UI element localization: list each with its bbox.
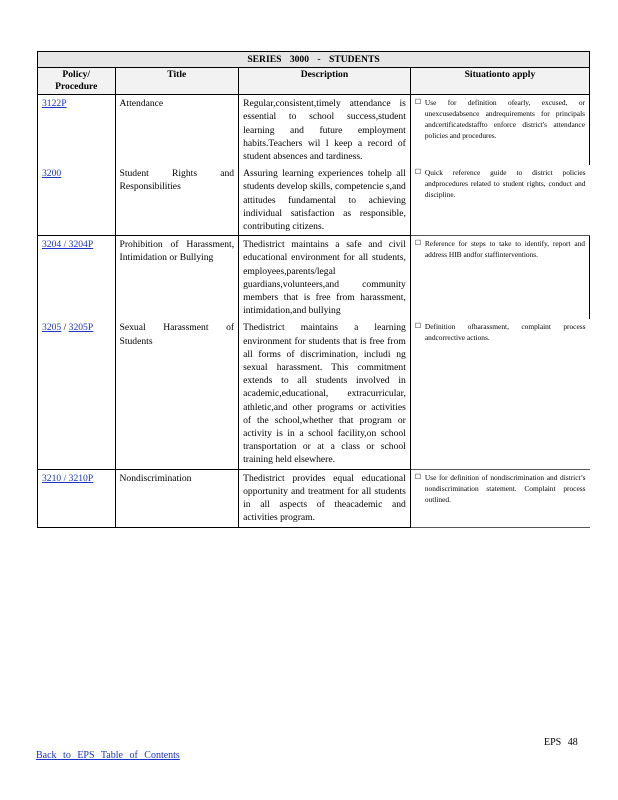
situation-cell: ☐ Reference for steps to take to identify, report and address HIB andfor staffinterventions.: [410, 236, 589, 320]
policy-cell: [38, 319, 116, 469]
policy-link-3200[interactable]: 3200: [42, 168, 62, 180]
policy-table: [37, 51, 590, 528]
col-header-title: Title: [115, 68, 239, 95]
column-header-row: [38, 68, 590, 95]
description-cell: Assuring learning experiences tohelp all students develop skills, competencie s,and attitudes fundamental to achieving individual satisfaction as responsible, contributing citizens.: [239, 165, 411, 236]
policy-link-3210[interactable]: 3210 / 3210P: [42, 472, 94, 484]
policy-separator: /: [61, 322, 69, 334]
situation-cell: ☐ Definition ofharassment, complaint process andcorrective actions.: [410, 319, 589, 469]
series-header: SERIES 3000 - STUDENTS: [38, 52, 590, 68]
table-row: [38, 95, 590, 166]
table-row: [38, 236, 590, 320]
checkbox-icon: ☐: [414, 239, 422, 248]
checkbox-icon: ☐: [414, 322, 422, 331]
table-row: [38, 319, 590, 469]
policy-link-3205p[interactable]: 3205P: [68, 322, 94, 334]
back-to-contents-link[interactable]: Back to EPS Table of Contents: [36, 750, 180, 761]
description-cell: Regular,consistent,timely attendance is essential to school success,student learning and future employment habits.Teachers wil l keep a record of student absences and tardiness.: [239, 95, 411, 166]
title-cell: Attendance: [115, 95, 239, 166]
description-cell: Thedistrict maintains a safe and civil educational environment for all students, employees,parents/legal guardians,volunteers,and community members that is free from harassment, intimidation,and bullying: [239, 236, 411, 320]
series-header-row: [38, 52, 590, 68]
title-cell: Nondiscrimination: [115, 469, 239, 527]
table-row: [38, 165, 590, 236]
situation-cell: ☐ Use for definition ofearly, excused, or unexcusedabsence andrequirements for principals andcertificatedstaffto enforce district's attendance policies and procedures.: [410, 95, 589, 166]
title-cell: Student Rights and Responsibilities: [115, 165, 239, 236]
title-cell: Prohibition of Harassment, Intimidation or Bullying: [115, 236, 239, 320]
policy-cell: [38, 469, 116, 527]
checkbox-icon: ☐: [414, 168, 422, 177]
checkbox-icon: ☐: [414, 98, 422, 107]
title-cell: Sexual Harassment of Students: [115, 319, 239, 469]
policy-link-3205[interactable]: 3205: [42, 322, 62, 334]
description-cell: Thedistrict maintains a learning environment for students that is free from all forms of discrimination, includi ng sexual harassment. This commitment extends to all students involved in academic,educational, extracurricular, athletic,and other programs or activities of the school,whether that program or activity is in a school facility,on school transportation or at a class or school training held elsewhere.: [239, 319, 411, 469]
table-row: [38, 469, 590, 527]
situation-cell: ☐ Use for definition of nondiscrimination and district’s nondiscrimination statement. Complaint process outlined.: [410, 469, 589, 527]
policy-link-3122p[interactable]: 3122P: [42, 98, 67, 110]
col-header-description: Description: [239, 68, 411, 95]
policy-cell: [38, 165, 116, 236]
policy-cell: [38, 236, 116, 320]
page-number: EPS 48: [544, 737, 578, 748]
description-cell: Thedistrict provides equal educational opportunity and treatment for all students in all aspects of theacademic and activities program.: [239, 469, 411, 527]
col-header-policy: Policy/ Procedure: [38, 68, 116, 95]
col-header-situation: Situationto apply: [410, 68, 589, 95]
checkbox-icon: ☐: [414, 472, 422, 481]
policy-cell: [38, 95, 116, 166]
policy-link-3204[interactable]: 3204 / 3204P: [42, 239, 94, 251]
situation-cell: ☐ Quick reference guide to district policies andprocedures related to student rights, conduct and discipline.: [410, 165, 589, 236]
